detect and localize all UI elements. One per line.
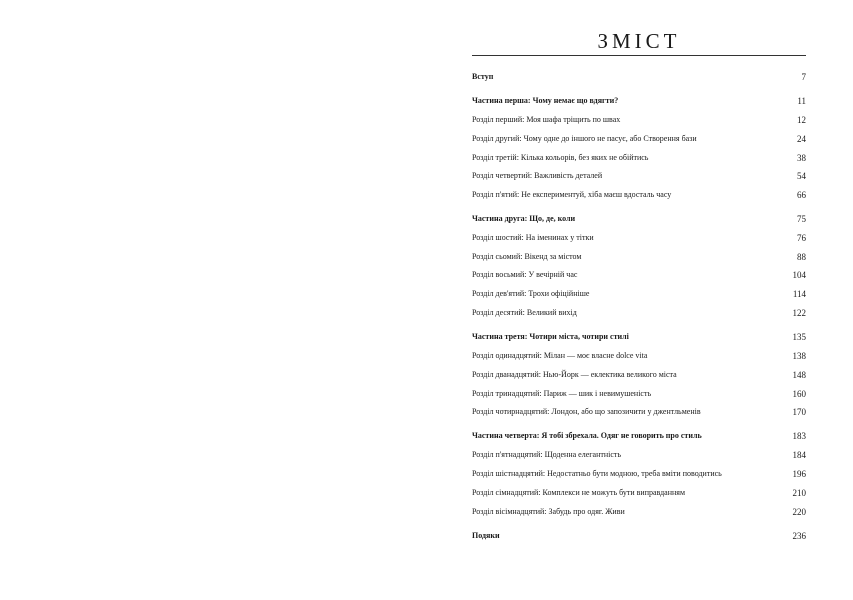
entry-page-number: 24 bbox=[797, 134, 806, 144]
toc-chapter-entry bbox=[472, 250, 806, 264]
entry-page-number: 184 bbox=[792, 450, 806, 460]
entry-title: Розділ четвертий: Важливість деталей bbox=[472, 171, 603, 180]
toc-chapter-entry bbox=[472, 448, 806, 462]
title-divider bbox=[472, 55, 806, 56]
toc-chapter-entry bbox=[472, 405, 806, 419]
entry-title: Розділ восьмий: У вечірній час bbox=[472, 270, 578, 279]
entry-title: Розділ сьомий: Вікенд за містом bbox=[472, 252, 582, 261]
entry-page-number: 114 bbox=[792, 289, 806, 299]
entry-title: Розділ перший: Моя шафа тріщить по швах bbox=[472, 115, 621, 124]
entry-title: Вступ bbox=[472, 72, 494, 81]
toc-chapter-entry bbox=[472, 132, 806, 146]
entry-page-number: 38 bbox=[797, 153, 806, 163]
toc-chapter-entry bbox=[472, 505, 806, 519]
entry-page-number: 236 bbox=[792, 531, 806, 541]
entry-title: Розділ другий: Чому одне до іншого не пасує, або Створення бази bbox=[472, 134, 697, 143]
toc-chapter-entry bbox=[472, 268, 806, 282]
entry-title: Розділ п'ятнадцятий: Щоденна елегантність bbox=[472, 450, 622, 459]
toc-chapter-entry bbox=[472, 349, 806, 363]
toc-part-entry bbox=[472, 429, 806, 443]
toc-chapter-entry bbox=[472, 169, 806, 183]
entry-page-number: 196 bbox=[792, 469, 806, 479]
toc-chapter-entry bbox=[472, 387, 806, 401]
entry-title: Розділ тринадцятий: Париж — шик і невимушеність bbox=[472, 389, 652, 398]
toc-chapter-entry bbox=[472, 113, 806, 127]
entry-page-number: 220 bbox=[792, 507, 806, 517]
toc-chapter-entry bbox=[472, 151, 806, 165]
table-of-contents bbox=[472, 0, 806, 541]
page-title: ЗМІСТ bbox=[597, 29, 681, 53]
entry-title: Розділ сімнадцятий: Комплекси не можуть бути виправданням bbox=[472, 488, 686, 497]
entry-page-number: 88 bbox=[797, 252, 806, 262]
entry-title: Розділ вісімнадцятий: Забудь про одяг. Живи bbox=[472, 507, 625, 516]
toc-chapter-entry bbox=[472, 287, 806, 301]
entry-page-number: 11 bbox=[797, 96, 806, 106]
entry-title: Розділ третій: Кілька кольорів, без яких не обійтись bbox=[472, 153, 649, 162]
toc-part-entry bbox=[472, 212, 806, 226]
entry-page-number: 138 bbox=[792, 351, 806, 361]
entry-page-number: 75 bbox=[797, 214, 806, 224]
toc-part-entry bbox=[472, 529, 806, 543]
entry-title: Частина друга: Що, де, коли bbox=[472, 214, 576, 223]
entry-title: Розділ шістнадцятий: Недостатньо бути модною, треба вміти поводитись bbox=[472, 469, 722, 478]
toc-chapter-entry bbox=[472, 188, 806, 202]
toc-part-entry bbox=[472, 94, 806, 108]
entry-page-number: 183 bbox=[792, 431, 806, 441]
toc-part-entry bbox=[472, 330, 806, 344]
entry-page-number: 210 bbox=[792, 488, 806, 498]
entry-title: Розділ чотирнадцятий: Лондон, або що запозичити у джентльменів bbox=[472, 407, 701, 416]
toc-chapter-entry bbox=[472, 231, 806, 245]
entry-title: Розділ п'ятий: Не експериментуй, хіба маєш вдосталь часу bbox=[472, 190, 672, 199]
entry-title: Розділ дванадцятий: Нью-Йорк — еклектика великого міста bbox=[472, 370, 677, 379]
entry-page-number: 160 bbox=[792, 389, 806, 399]
entry-title: Частина третя: Чотири міста, чотири стилі bbox=[472, 332, 629, 341]
entry-title: Розділ десятий: Великий вихід bbox=[472, 308, 577, 317]
entry-title: Розділ дев'ятий: Трохи офіційніше bbox=[472, 289, 590, 298]
entry-page-number: 66 bbox=[797, 190, 806, 200]
entry-page-number: 104 bbox=[792, 270, 806, 280]
entry-page-number: 12 bbox=[797, 115, 806, 125]
entry-title: Частина перша: Чому немає що вдягти? bbox=[472, 96, 619, 105]
toc-chapter-entry bbox=[472, 467, 806, 481]
entry-page-number: 148 bbox=[792, 370, 806, 380]
toc-chapter-entry bbox=[472, 368, 806, 382]
entry-page-number: 122 bbox=[792, 308, 806, 318]
toc-chapter-entry bbox=[472, 306, 806, 320]
toc-chapter-entry bbox=[472, 486, 806, 500]
entry-title: Частина четверта: Я тобі збрехала. Одяг не говорить про стиль bbox=[472, 431, 702, 440]
entry-page-number: 54 bbox=[797, 171, 806, 181]
entry-page-number: 76 bbox=[797, 233, 806, 243]
entry-page-number: 7 bbox=[801, 72, 806, 82]
entry-page-number: 170 bbox=[792, 407, 806, 417]
entry-page-number: 135 bbox=[792, 332, 806, 342]
entry-title: Розділ одинадцятий: Мілан — моє власне dolce vita bbox=[472, 351, 648, 360]
toc-part-entry bbox=[472, 70, 806, 84]
entry-title: Подяки bbox=[472, 531, 500, 540]
entry-title: Розділ шостий: На іменинах у тітки bbox=[472, 233, 594, 242]
